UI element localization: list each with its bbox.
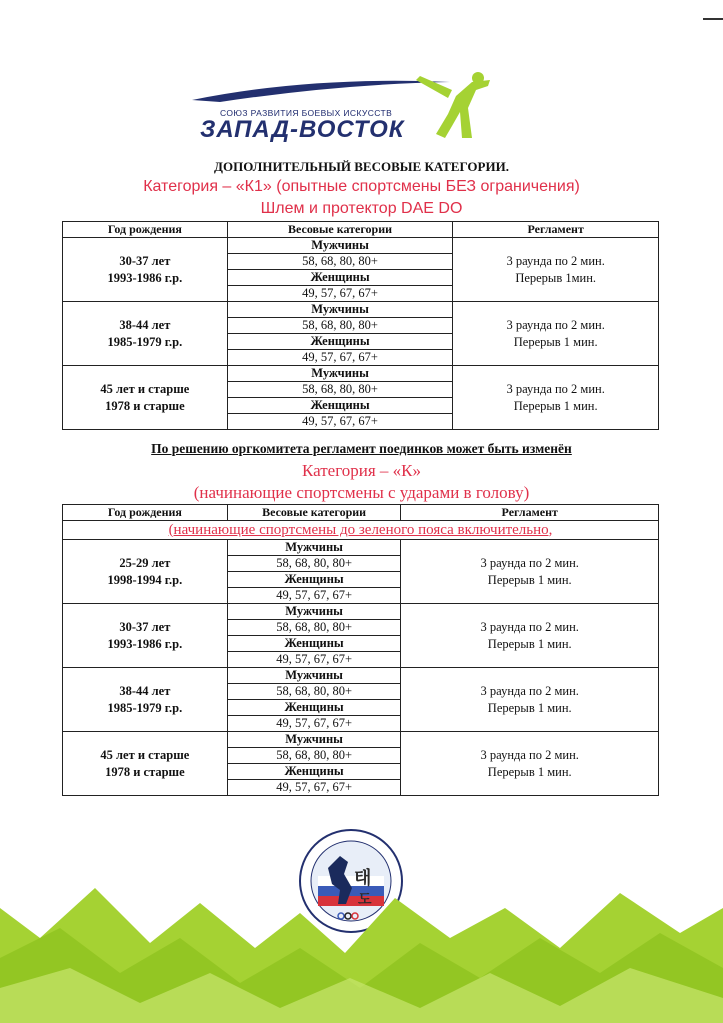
header-regulation: Регламент	[401, 505, 659, 521]
edge-mark	[703, 18, 723, 20]
rounds-text: 3 раунда по 2 мин.	[480, 555, 579, 570]
women-label: Женщины	[227, 572, 401, 588]
header-regulation: Регламент	[453, 222, 659, 238]
category2-heading: Категория – «К»	[302, 461, 421, 480]
birth-years: 1998-1994 г.р.	[107, 572, 183, 587]
header-weight-categories: Весовые категории	[227, 222, 453, 238]
table-row	[63, 732, 659, 748]
men-label: Мужчины	[227, 540, 401, 556]
men-label: Мужчины	[227, 732, 401, 748]
regulation-cell	[401, 668, 659, 732]
age-cell	[63, 732, 228, 796]
birth-years: 1978 и старше	[105, 398, 185, 413]
men-label: Мужчины	[227, 366, 453, 382]
men-weights: 58, 68, 80, 80+	[227, 254, 453, 270]
header-birth-year: Год рождения	[63, 505, 228, 521]
age-group: 30-37 лет	[119, 253, 171, 268]
men-weights: 58, 68, 80, 80+	[227, 684, 401, 700]
women-weights: 49, 57, 67, 67+	[227, 780, 401, 796]
men-label: Мужчины	[227, 668, 401, 684]
break-text: Перерыв 1 мин.	[513, 398, 598, 413]
rounds-text: 3 раунда по 2 мин.	[480, 747, 579, 762]
men-weights: 58, 68, 80, 80+	[227, 620, 401, 636]
note-text: По решению оргкомитета регламент поединков может быть изменён	[151, 441, 572, 456]
table-row	[63, 604, 659, 620]
age-group: 25-29 лет	[119, 555, 171, 570]
header-logo	[190, 68, 490, 148]
break-text: Перерыв 1 мин.	[487, 636, 572, 651]
table-row	[63, 668, 659, 684]
regulation-cell	[401, 604, 659, 668]
rounds-text: 3 раунда по 2 мин.	[480, 619, 579, 634]
svg-text:도: 도	[358, 892, 372, 908]
age-group: 38-44 лет	[119, 683, 171, 698]
table-subrow	[63, 521, 659, 540]
rounds-text: 3 раунда по 2 мин.	[506, 253, 605, 268]
birth-years: 1985-1979 г.р.	[107, 700, 183, 715]
regulation-cell	[453, 302, 659, 366]
men-weights: 58, 68, 80, 80+	[227, 556, 401, 572]
logo-subtitle: СОЮЗ РАЗВИТИЯ БОЕВЫХ ИСКУССТВ	[220, 108, 393, 118]
men-label: Мужчины	[227, 604, 401, 620]
category1-heading: Категория – «К1» (опытные спортсмены БЕЗ ограничения)	[143, 178, 580, 195]
men-weights: 58, 68, 80, 80+	[227, 748, 401, 764]
table-header-row	[63, 505, 659, 521]
header-weight-categories: Весовые категории	[227, 505, 401, 521]
age-cell	[63, 302, 228, 366]
age-cell	[63, 540, 228, 604]
age-group: 45 лет и старше	[100, 381, 190, 396]
age-cell	[63, 238, 228, 302]
age-cell	[63, 604, 228, 668]
category1-table	[62, 221, 659, 430]
regulation-cell	[401, 540, 659, 604]
break-text: Перерыв 1 мин.	[513, 334, 598, 349]
table-header-row	[63, 222, 659, 238]
table-row	[63, 238, 659, 254]
regulation-cell	[453, 238, 659, 302]
age-cell	[63, 366, 228, 430]
break-text: Перерыв 1 мин.	[487, 700, 572, 715]
age-group: 45 лет и старше	[100, 747, 190, 762]
category1-equipment: Шлем и протектор DAE DO	[260, 200, 463, 217]
birth-years: 1985-1979 г.р.	[107, 334, 183, 349]
break-text: Перерыв 1 мин.	[487, 572, 572, 587]
men-weights: 58, 68, 80, 80+	[227, 318, 453, 334]
men-weights: 58, 68, 80, 80+	[227, 382, 453, 398]
regulation-note	[0, 441, 723, 457]
women-label: Женщины	[227, 398, 453, 414]
birth-years: 1978 и старше	[105, 764, 185, 779]
women-label: Женщины	[227, 700, 401, 716]
women-label: Женщины	[227, 270, 453, 286]
category2-table	[62, 504, 659, 796]
women-weights: 49, 57, 67, 67+	[227, 286, 453, 302]
header-birth-year: Год рождения	[63, 222, 228, 238]
rounds-text: 3 раунда по 2 мин.	[506, 317, 605, 332]
regulation-cell	[401, 732, 659, 796]
women-weights: 49, 57, 67, 67+	[227, 588, 401, 604]
rounds-text: 3 раунда по 2 мин.	[480, 683, 579, 698]
women-label: Женщины	[227, 636, 401, 652]
women-label: Женщины	[227, 764, 401, 780]
break-text: Перерыв 1мин.	[515, 270, 597, 285]
women-label: Женщины	[227, 334, 453, 350]
table-row	[63, 540, 659, 556]
age-group: 38-44 лет	[119, 317, 171, 332]
age-group: 30-37 лет	[119, 619, 171, 634]
men-label: Мужчины	[227, 238, 453, 254]
women-weights: 49, 57, 67, 67+	[227, 414, 453, 430]
table-row	[63, 366, 659, 382]
category2-subheading: (начинающие спортсмены с ударами в голову)	[193, 483, 530, 502]
page-title: ДОПОЛНИТЕЛЬНЫЙ ВЕСОВЫЕ КАТЕГОРИИ.	[214, 159, 509, 174]
birth-years: 1993-1986 г.р.	[107, 636, 183, 651]
rounds-text: 3 раунда по 2 мин.	[506, 381, 605, 396]
men-label: Мужчины	[227, 302, 453, 318]
age-cell	[63, 668, 228, 732]
birth-years: 1993-1986 г.р.	[107, 270, 183, 285]
women-weights: 49, 57, 67, 67+	[227, 716, 401, 732]
logo-brand: ЗАПАД-ВОСТОК	[200, 116, 405, 143]
table-row	[63, 302, 659, 318]
beginner-note: (начинающие спортсмены до зеленого пояса включительно,	[63, 521, 659, 540]
women-weights: 49, 57, 67, 67+	[227, 350, 453, 366]
mountain-decoration	[0, 868, 723, 1023]
women-weights: 49, 57, 67, 67+	[227, 652, 401, 668]
regulation-cell	[453, 366, 659, 430]
break-text: Перерыв 1 мин.	[487, 764, 572, 779]
svg-text:태: 태	[354, 868, 372, 889]
